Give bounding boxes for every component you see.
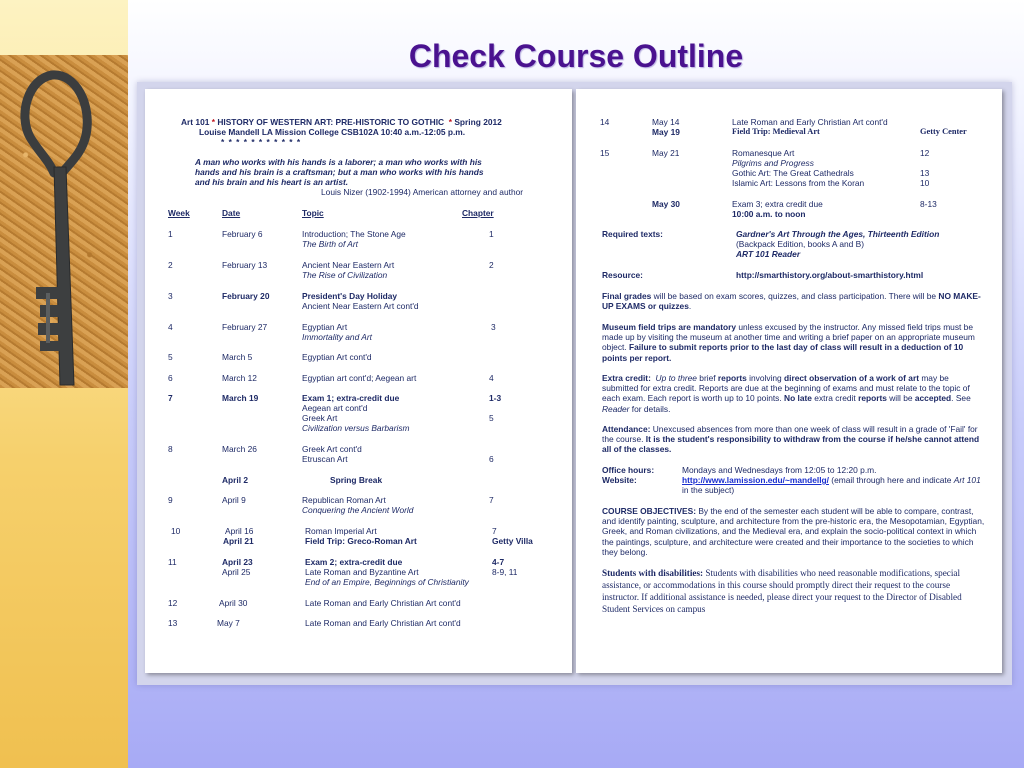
- resource-label: Resource:: [602, 270, 643, 280]
- row-subtopic: Gothic Art: The Great Cathedrals: [732, 168, 854, 178]
- extra-bold: direct observation of a work of art: [784, 373, 919, 383]
- disabilities-text: Students with disabilities who need reasonable modifications, special assistance, or accommodations in this course should promptly direct their request to the course instructor. If additional assistance is needed, please direct your request to the Director of Disabled Student Services on campus: [602, 568, 962, 614]
- syllabus-page-left: [145, 89, 572, 673]
- old-key-photo: [0, 55, 128, 388]
- row-chapter: 3: [491, 322, 496, 332]
- col-date: Date: [222, 208, 241, 218]
- row-date: February 27: [222, 322, 268, 332]
- museum-paragraph: [602, 322, 987, 363]
- row-week: 11: [168, 557, 177, 567]
- row-date: March 26: [222, 444, 257, 454]
- required-text-3: ART 101 Reader: [736, 249, 801, 259]
- row-date: March 12: [222, 373, 257, 383]
- row-week: 15: [600, 148, 610, 158]
- row-week: 10: [171, 526, 181, 536]
- row-subtopic: The Birth of Art: [302, 239, 359, 249]
- row-subtopic: Conquering the Ancient World: [302, 505, 414, 515]
- row-date: April 16: [225, 526, 254, 536]
- extra-credit-paragraph: [602, 373, 987, 414]
- row-week: 7: [168, 393, 173, 403]
- required-text-2: (Backpack Edition, books A and B): [736, 239, 865, 249]
- row-week: 14: [600, 117, 610, 127]
- row-topic: Spring Break: [330, 475, 383, 485]
- final-grades-bold2: NO MAKE-UP EXAMS or quizzes: [602, 291, 981, 312]
- col-week: Week: [168, 208, 190, 218]
- row-week: 8: [168, 444, 173, 454]
- row-week: 2: [168, 260, 173, 270]
- row-chapter: 8-9, 11: [492, 567, 518, 577]
- objectives-paragraph: [602, 506, 987, 557]
- row-subtopic: Pilgrims and Progress: [732, 158, 814, 168]
- row-date: April 23: [222, 557, 253, 567]
- extra-text: for details.: [629, 403, 671, 414]
- museum-bold: Museum field trips are mandatory: [602, 322, 737, 332]
- row-week: 13: [168, 618, 178, 628]
- row-subtopic: Etruscan Art: [302, 454, 348, 464]
- website-line: [682, 475, 982, 495]
- course-header: Art 101 * HISTORY OF WESTERN ART: PRE-HISTORIC TO GOTHIC * Spring 2012: [181, 117, 502, 127]
- row-topic: Field Trip: Greco-Roman Art: [305, 536, 417, 546]
- row-date: April 21: [223, 536, 254, 546]
- extra-bold: reports: [858, 393, 887, 404]
- extra-bold: No late: [784, 393, 812, 404]
- museum-text: unless excused by the instructor. Any missed field trips must be made up by visiting the museum at another time and writing a brief paper on an appropriate museum object.: [602, 322, 975, 353]
- col-chapter: Chapter: [462, 208, 494, 218]
- row-topic: Greek Art cont'd: [302, 444, 362, 454]
- row-week: 9: [168, 495, 173, 505]
- final-grades-bold: Final grades: [602, 291, 652, 301]
- required-text-1: Gardner's Art Through the Ages, Thirteenth Edition: [736, 229, 940, 239]
- extra-text: involving: [746, 373, 785, 383]
- row-week: 5: [168, 352, 173, 362]
- row-chapter: 1-3: [489, 393, 502, 403]
- quote-line-1: A man who works with his hands is a laborer; a man who works with his: [195, 157, 482, 167]
- slide-title: Check Course Outline: [408, 38, 744, 74]
- row-chapter: 6: [489, 454, 494, 464]
- row-week: 4: [168, 322, 173, 332]
- row-chapter: 8-13: [920, 199, 937, 209]
- row-topic: Egyptian Art: [302, 322, 348, 332]
- row-chapter: 10: [920, 178, 930, 188]
- required-texts-label: Required texts:: [602, 229, 663, 239]
- row-topic: Introduction; The Stone Age: [302, 229, 406, 239]
- row-topic: Late Roman and Early Christian Art cont'd: [305, 618, 461, 628]
- extra-bold: accepted: [914, 393, 952, 404]
- quote-line-2: hands and his brain is a craftsman; but a man who works with his hands: [195, 167, 484, 177]
- row-date: May 30: [652, 199, 680, 209]
- extra-text: may be submitted for extra credit. Reports are due at the beginning of exams and must relate to the topic of each exam. Each report is worth up to 10 points.: [602, 373, 970, 404]
- row-topic: Exam 3; extra credit due: [732, 199, 823, 209]
- extra-text: extra credit: [811, 393, 859, 404]
- attendance-text: Unexcused absences from more than one week of class will result in a grade of 'Fail' for the course.: [602, 424, 978, 445]
- website-note2: in the subject): [682, 485, 735, 496]
- document-frame: [137, 82, 1012, 685]
- row-chapter: 4-7: [492, 557, 505, 567]
- extra-text: . See: [951, 393, 971, 404]
- course-details: Louise Mandell LA Mission College CSB102A 10:40 a.m.-12:05 p.m.: [199, 127, 466, 137]
- quote-author: Louis Nizer (1902-1994) American attorney and author: [321, 187, 524, 197]
- row-date: April 30: [219, 598, 248, 608]
- row-chapter: Getty Center: [920, 127, 967, 136]
- row-week: 12: [168, 598, 178, 608]
- row-topic: Republican Roman Art: [302, 495, 386, 505]
- course-term: Spring 2012: [454, 117, 502, 127]
- course-code: Art 101: [181, 117, 210, 127]
- row-subtopic: End of an Empire, Beginnings of Christianity: [305, 577, 469, 587]
- objectives-bold: COURSE OBJECTIVES:: [602, 506, 697, 516]
- extra-text: brief: [696, 373, 718, 383]
- website-link[interactable]: http://www.lamission.edu/~mandellg/: [682, 475, 829, 485]
- row-subtopic: Ancient Near Eastern Art cont'd: [302, 301, 419, 311]
- row-subtopic: Civilization versus Barbarism: [302, 423, 410, 433]
- row-topic: Exam 1; extra-credit due: [302, 393, 400, 403]
- attendance-paragraph: [602, 424, 987, 455]
- star-divider: * * * * * * * * * * *: [221, 137, 302, 147]
- row-date: March 19: [222, 393, 259, 403]
- row-subtopic: Islamic Art: Lessons from the Koran: [732, 178, 865, 188]
- website-note: (email through here and indicate: [828, 475, 954, 485]
- row-date: February 6: [222, 229, 263, 239]
- office-hours-label: Office hours:: [602, 465, 655, 475]
- website-label: Website:: [602, 475, 637, 485]
- row-date: March 5: [222, 352, 253, 362]
- row-chapter: 7: [492, 526, 497, 536]
- extra-bold: Extra credit:: [602, 373, 651, 383]
- row-topic: President's Day Holiday: [302, 291, 398, 301]
- row-chapter: 12: [920, 148, 930, 158]
- row-chapter: 5: [489, 413, 494, 423]
- row-week: 1: [168, 229, 173, 239]
- row-chapter: 13: [920, 168, 930, 178]
- extra-italic: Up to three: [655, 373, 697, 383]
- row-date: April 25: [222, 567, 251, 577]
- row-chapter: 1: [489, 229, 494, 239]
- row-topic: Roman Imperial Art: [305, 526, 377, 536]
- old-key-icon: [0, 55, 128, 388]
- row-subtopic: Aegean art cont'd: [302, 403, 368, 413]
- final-grades-paragraph: Final grades will be based on exam scores, quizzes, and class participation. There will be NO MAKE-UP EXAMS or quizzes.: [602, 291, 981, 312]
- row-topic: Late Roman and Early Christian Art cont'd: [732, 117, 888, 127]
- row-date: February 20: [222, 291, 270, 301]
- syllabus-page-right: [576, 89, 1002, 673]
- extra-bold: reports: [717, 373, 747, 383]
- row-subtopic: 10:00 a.m. to noon: [732, 209, 806, 219]
- row-date: April 2: [222, 475, 249, 485]
- museum-bold2: Failure to submit reports prior to the last day of class will result in a deduction of 10 points per report.: [602, 342, 964, 363]
- row-topic: Field Trip: Medieval Art: [732, 127, 820, 136]
- resource-url[interactable]: http://smarthistory.org/about-smarthistory.html: [736, 270, 924, 280]
- objectives-text: By the end of the semester each student will be able to compare, contrast, and identify painting, sculpture, and architecture from the pre-historic era, the Mesopotamian, Egyptian, Greek, and Roman civilizations, and the Medieval era, and explain the socio-political context in which the paintings, sculpture, and architecture were created and their importance to the societies to which they belong.: [602, 506, 985, 557]
- quote-line-3: and his brain and his heart is an artist.: [195, 177, 349, 187]
- row-topic: Late Roman and Early Christian Art cont'd: [305, 598, 461, 608]
- extra-italic: Reader: [602, 403, 630, 414]
- row-chapter: Getty Villa: [492, 536, 533, 546]
- row-date: April 9: [222, 495, 246, 505]
- row-topic: Egyptian art cont'd; Aegean art: [302, 373, 417, 383]
- final-grades-text: will be based on exam scores, quizzes, and class participation. There will be: [651, 291, 939, 301]
- row-chapter: 2: [489, 260, 494, 270]
- disabilities-paragraph: [602, 567, 987, 615]
- row-date: May 7: [217, 618, 240, 628]
- row-subtopic: Immortality and Art: [302, 332, 372, 342]
- row-chapter: 7: [489, 495, 494, 505]
- row-topic: Late Roman and Byzantine Art: [305, 567, 419, 577]
- row-subtopic: The Rise of Civilization: [302, 270, 388, 280]
- disabilities-bold: Students with disabilities:: [602, 568, 704, 578]
- row-week: 6: [168, 373, 173, 383]
- row-subtopic: Greek Art: [302, 413, 338, 423]
- course-name: HISTORY OF WESTERN ART: PRE-HISTORIC TO GOTHIC: [217, 117, 445, 127]
- row-week: 3: [168, 291, 173, 301]
- extra-text: will be: [886, 393, 915, 404]
- row-topic: Egyptian Art cont'd: [302, 352, 372, 362]
- website-note-italic: Art 101: [953, 475, 981, 485]
- row-date: May 21: [652, 148, 680, 158]
- row-topic: Exam 2; extra-credit due: [305, 557, 403, 567]
- row-date: May 14: [652, 117, 680, 127]
- row-topic: Romanesque Art: [732, 148, 795, 158]
- attendance-bold: Attendance:: [602, 424, 651, 434]
- row-date: February 13: [222, 260, 268, 270]
- attendance-bold2: It is the student's responsibility to withdraw from the course if he/she cannot attend all of the classes.: [602, 434, 980, 455]
- row-topic: Ancient Near Eastern Art: [302, 260, 395, 270]
- col-topic: Topic: [302, 208, 324, 218]
- row-chapter: 4: [489, 373, 494, 383]
- row-date: May 19: [652, 127, 680, 137]
- office-hours-value: Mondays and Wednesdays from 12:05 to 12:20 p.m.: [682, 465, 877, 475]
